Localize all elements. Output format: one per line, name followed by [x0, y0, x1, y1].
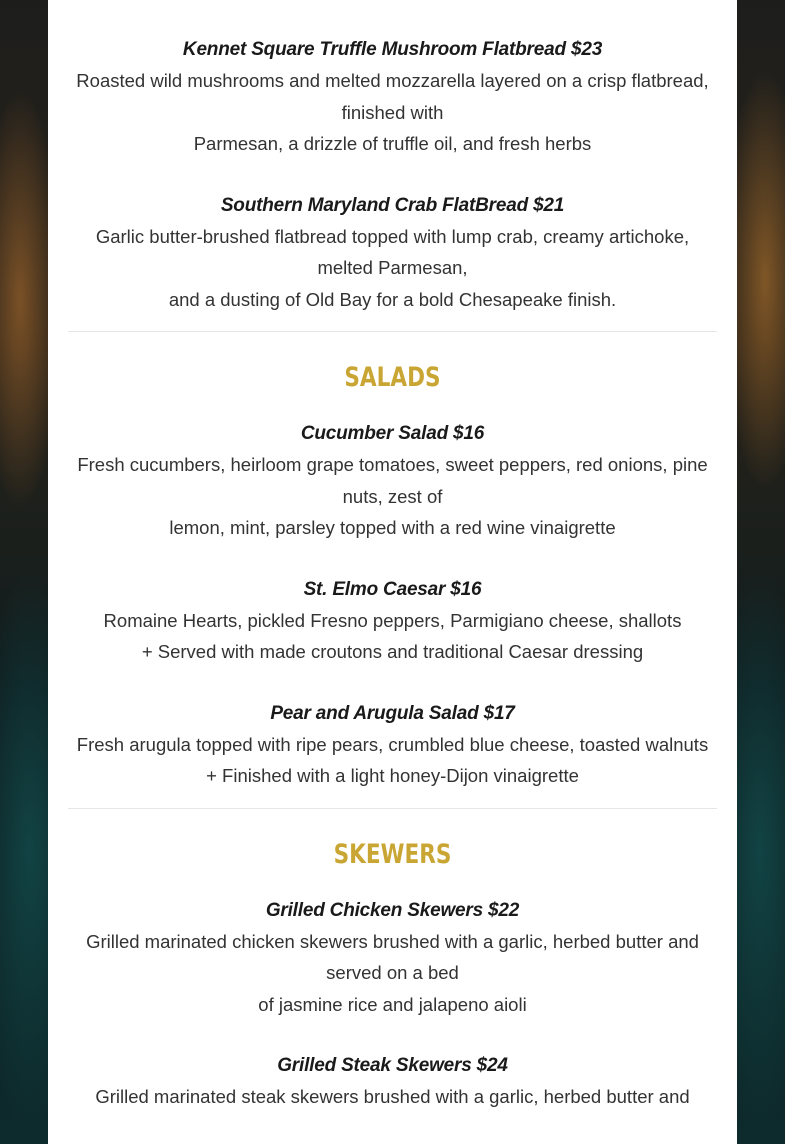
item-description: Roasted wild mushrooms and melted mozzarella layered on a crisp flatbread, finished with [76, 70, 709, 123]
item-description: Romaine Hearts, pickled Fresno peppers, Parmigiano cheese, shallots [103, 609, 682, 631]
skewers-section [68, 835, 717, 1113]
menu-item [68, 895, 717, 1021]
item-title: Grilled Chicken Skewers $22 [265, 899, 520, 921]
item-title: St. Elmo Caesar $16 [303, 578, 482, 600]
item-title: Pear and Arugula Salad $17 [270, 702, 515, 724]
item-description: Grilled marinated chicken skewers brushed with a garlic, herbed butter and served on a bed [86, 930, 699, 983]
section-divider [68, 808, 717, 809]
item-title: Southern Maryland Crab FlatBread $21 [220, 194, 565, 216]
menu-item [68, 574, 717, 668]
section-divider [68, 331, 717, 332]
item-title: Cucumber Salad $16 [300, 423, 485, 444]
item-description: Fresh cucumbers, heirloom grape tomatoes, sweet peppers, red onions, pine nuts, zest of [77, 454, 708, 507]
section-heading: SALADS [344, 362, 441, 393]
item-title: Grilled Steak Skewers $24 [277, 1055, 508, 1076]
menu-item [68, 418, 717, 544]
menu-item [68, 698, 717, 792]
item-description: lemon, mint, parsley topped with a red wine vinaigrette [169, 517, 616, 538]
item-description: + Served with made croutons and traditional Caesar dressing [141, 641, 644, 662]
item-description: Fresh arugula topped with ripe pears, crumbled blue cheese, toasted walnuts [76, 733, 709, 755]
item-description: and a dusting of Old Bay for a bold Chesapeake finish. [168, 288, 617, 310]
salads-section [68, 358, 717, 792]
menu-item [68, 190, 717, 316]
menu-card [48, 0, 737, 1144]
menu-item [68, 1050, 717, 1113]
item-description: Parmesan, a drizzle of truffle oil, and fresh herbs [193, 133, 592, 154]
item-title: Kennet Square Truffle Mushroom Flatbread $23 [182, 39, 603, 60]
menu-item [68, 34, 717, 160]
item-description: of jasmine rice and jalapeno aioli [258, 993, 527, 1015]
section-heading: SKEWERS [333, 838, 452, 870]
item-description: + Finished with a light honey-Dijon vinaigrette [206, 765, 579, 786]
item-description: Garlic butter-brushed flatbread topped with lump crab, creamy artichoke, melted Parmesan, [95, 225, 690, 278]
flatbread-section [68, 34, 717, 315]
item-description: Grilled marinated steak skewers brushed with a garlic, herbed butter and [95, 1086, 690, 1107]
